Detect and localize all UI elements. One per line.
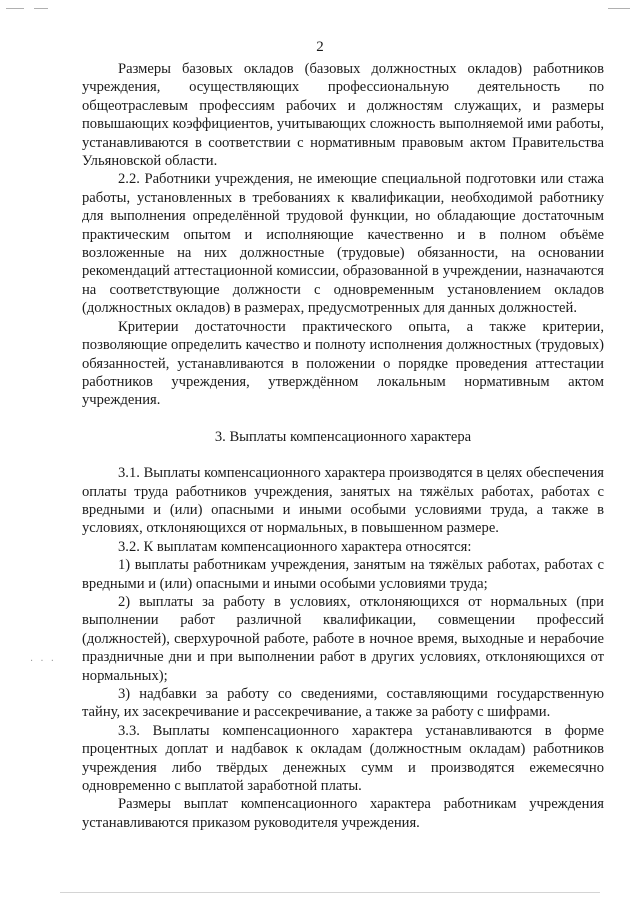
section-heading: 3. Выплаты компенсационного характера [214, 428, 472, 445]
page-number: 2 [316, 39, 324, 55]
document-body [82, 60, 604, 832]
scan-artifact-top-left [6, 8, 24, 9]
paragraph-3-3: 3.3. Выплаты компенсационного характера устанавливаются в форме процентных доплат и надбавок к окладам (должностным окладам) работников учреждения либо твёрдых денежных сумм и производятся ежемесячно одновременно с выплатой заработной платы. [82, 722, 604, 795]
paragraph-criteria: Критерии достаточности практического опыта, а также критерии, позволяющие определить качество и полноту исполнения должностных (трудовых) обязанностей, устанавливаются в положении о порядке проведения аттестации работников учреждения, утверждённом локальным нормативным актом учреждения. [82, 318, 604, 409]
list-item-3: 3) надбавки за работу со сведениями, составляющими государственную тайну, их засекречивание и рассекречивание, а также за работу с шифрами. [82, 686, 604, 721]
paragraph-2-2: 2.2. Работники учреждения, не имеющие специальной подготовки или стажа работы, установленных в требованиях к квалификации, необходимой работнику для выполнения определённой трудовой функции, но обладающие достаточным практическим опытом и исполняющие качественно и в полном объёме возложенные на них должностные (трудовые) обязанности, на основании рекомендаций аттестационной комиссии, образованной в учреждении, назначаются на соответствующие должности с одновременным установлением окладов (должностных окладов) в размерах, предусмотренных для данных должностей. [82, 171, 604, 317]
scan-artifact-margin-dots: · · · [30, 656, 56, 667]
paragraph-base-salaries: Размеры базовых окладов (базовых должностных окладов) работников учреждения, осуществляющих профессиональную деятельность по общеотраслевым профессиям рабочих и должностям служащих, и размеры повышающих коэффициентов, учитывающих сложность выполняемой ими работы, устанавливаются в соответствии с нормативным правовым актом Правительства Ульяновской области. [82, 61, 604, 170]
scan-artifact-top-right [608, 8, 630, 9]
paragraph-3-2: 3.2. К выплатам компенсационного характера относятся: [118, 538, 472, 555]
paragraph-payment-sizes: Размеры выплат компенсационного характера работникам учреждения устанавливаются приказом руководителя учреждения. [82, 796, 604, 831]
list-item-1: 1) выплаты работникам учреждения, занятым на тяжёлых работах, работах с вредными и (или) опасными и иными особыми условиями труда; [82, 557, 604, 592]
list-item-2: 2) выплаты за работу в условиях, отклоняющихся от нормальных (при выполнении работ различной квалификации, совмещении профессий (должностей), сверхурочной работе, работе в ночное время, выходные и нерабочие праздничные дни и при выполнении работ в других условиях, отклоняющихся от нормальных); [82, 593, 604, 684]
scan-artifact-bottom [60, 892, 600, 893]
paragraph-3-1: 3.1. Выплаты компенсационного характера производятся в целях обеспечения оплаты труда работников учреждения, занятых на тяжёлых работах, работах с вредными и (или) опасными и иными особыми условиями труда, а также в условиях, отклоняющихся от нормальных, в повышенном размере. [82, 465, 604, 537]
scan-artifact-top-left-2 [34, 8, 48, 9]
